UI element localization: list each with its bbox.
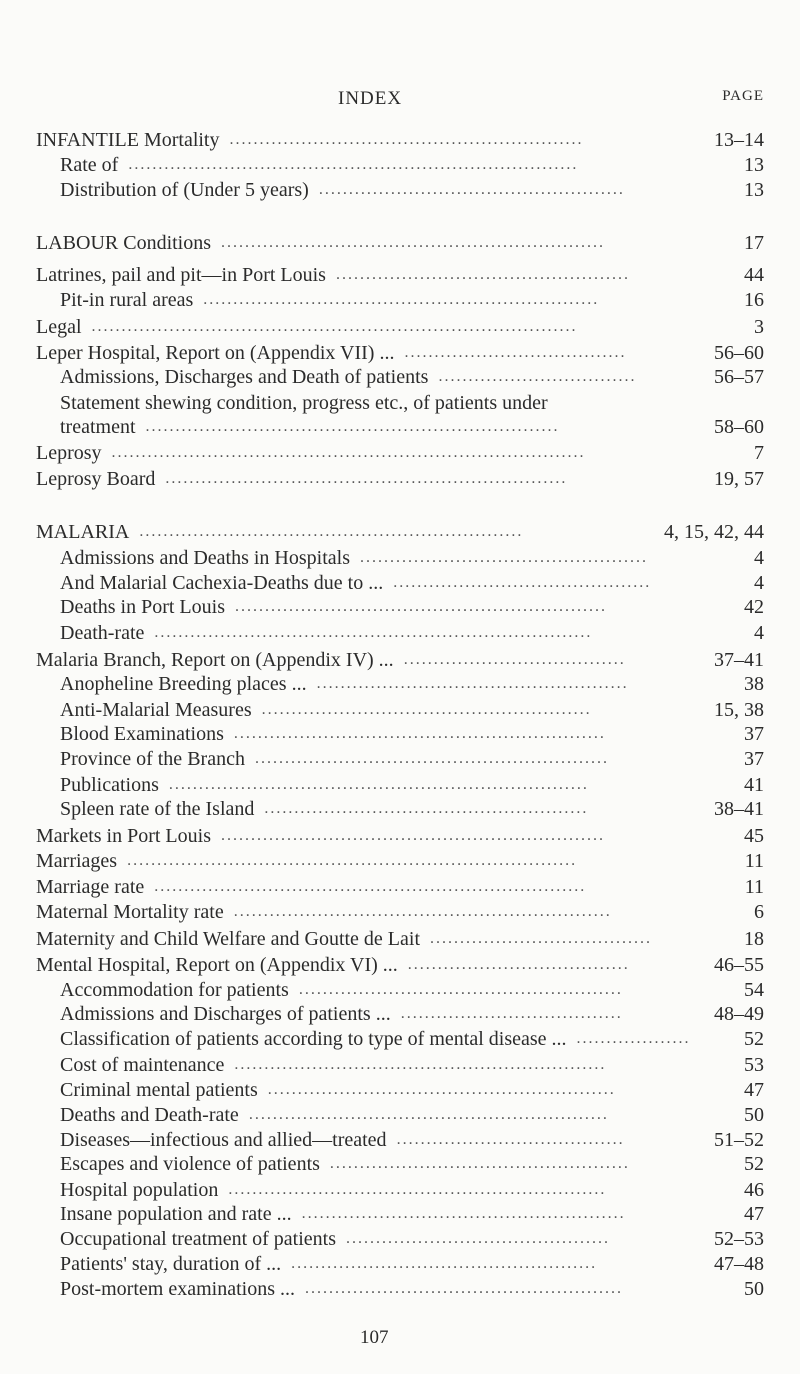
index-entry (0, 647, 800, 673)
entry-label: INFANTILE Mortality (36, 129, 220, 151)
index-entry (0, 977, 800, 1003)
leader-dots: ................................................................... (165, 470, 568, 487)
leader-dots: ................................................................................. (91, 318, 578, 335)
entry-label: Blood Examinations (60, 723, 224, 745)
index-entry (0, 262, 800, 288)
entry-label: Diseases—infectious and allied—treated (60, 1129, 387, 1151)
leader-dots: ........................................................... (229, 131, 584, 148)
entry-label: Rate of (60, 154, 119, 176)
index-entry (0, 874, 800, 900)
entry-label: Escapes and violence of patients (60, 1153, 320, 1175)
index-entry (0, 230, 800, 256)
index-entry (0, 1102, 800, 1128)
leader-dots: ...................................................... (301, 1205, 626, 1222)
entry-label: Maternity and Child Welfare and Goutte de Lait (36, 928, 421, 950)
leader-dots: ..................................... (403, 651, 626, 668)
entry-label: Marriage rate (36, 876, 145, 898)
entry-pages: 37 (744, 723, 764, 745)
entry-pages: 48–49 (714, 1003, 764, 1025)
index-entry (0, 952, 800, 978)
entry-label: Cost of maintenance (60, 1054, 225, 1076)
entry-label: Province of the Branch (60, 748, 245, 770)
entry-label: Patients' stay, duration of ... (60, 1253, 282, 1275)
entry-pages: 4 (754, 547, 764, 569)
entry-label: Criminal mental patients (60, 1079, 258, 1101)
entry-label: Hospital population (60, 1179, 219, 1201)
entry-label: Leprosy (36, 442, 102, 464)
leader-dots: ...................................... (396, 1131, 625, 1148)
leader-dots: ............................................................... (233, 903, 612, 920)
index-entry (0, 364, 800, 390)
index-entry (0, 848, 800, 874)
entry-pages: 46–55 (714, 954, 764, 976)
index-entry (0, 1276, 800, 1302)
entry-pages: 13 (744, 179, 764, 201)
index-header (0, 88, 800, 114)
index-entry (0, 823, 800, 849)
leader-dots: ..................................................................... (145, 418, 560, 435)
entry-label: Leprosy Board (36, 468, 156, 490)
entry-label: Admissions, Discharges and Death of patients (60, 366, 429, 388)
entry-pages: 52 (744, 1028, 764, 1050)
index-entry (0, 594, 800, 620)
index-entry (0, 152, 800, 178)
entry-label: Deaths in Port Louis (60, 596, 225, 618)
entry-pages: 50 (744, 1278, 764, 1300)
leader-dots: ................................................. (335, 266, 630, 283)
leader-dots: ....................................................... (261, 701, 592, 718)
entry-pages: 16 (744, 289, 764, 311)
index-entry (0, 1226, 800, 1252)
index-entry (0, 1077, 800, 1103)
entry-label: Latrines, pail and pit—in Port Louis (36, 264, 326, 286)
index-entry (0, 1151, 800, 1177)
entry-label: Death-rate (60, 622, 145, 644)
index-entry (0, 671, 800, 697)
entry-pages: 11 (744, 876, 764, 898)
leader-dots: ............................................................... (228, 1181, 607, 1198)
leader-dots: ..................................... (430, 930, 653, 947)
entry-label: Mental Hospital, Report on (Appendix VI) ... (36, 954, 398, 976)
index-entry (0, 177, 800, 203)
entry-pages: 37–41 (714, 649, 764, 671)
index-entry (0, 440, 800, 466)
entry-label: Admissions and Discharges of patients ... (60, 1003, 391, 1025)
page-number: 107 (360, 1327, 389, 1348)
index-entry (0, 414, 800, 440)
entry-label: Post-mortem examinations ... (60, 1278, 295, 1300)
entry-pages: 15, 38 (714, 699, 764, 721)
leader-dots: .............................................................. (234, 1056, 607, 1073)
entry-label: Deaths and Death-rate (60, 1104, 239, 1126)
index-entry (0, 1001, 800, 1027)
entry-label: Classification of patients according to type of mental disease ... (60, 1028, 567, 1050)
entry-pages: 37 (744, 748, 764, 770)
entry-label: treatment (60, 416, 136, 438)
leader-dots: ...................................................... (298, 981, 623, 998)
entry-label: Insane population and rate ... (60, 1203, 292, 1225)
index-entry (0, 796, 800, 822)
index-entry (0, 1177, 800, 1203)
index-entry (0, 287, 800, 313)
index-entry (0, 340, 800, 366)
leader-dots: .............................................................. (233, 725, 606, 742)
entry-label: Accommodation for patients (60, 979, 289, 1001)
index-entry (0, 466, 800, 492)
leader-dots: ..................................... (404, 344, 627, 361)
leader-dots: ................................................... (318, 181, 625, 198)
entry-pages: 53 (744, 1054, 764, 1076)
entry-pages: 50 (744, 1104, 764, 1126)
entry-pages: 51–52 (714, 1129, 764, 1151)
entry-label: Markets in Port Louis (36, 825, 211, 847)
leader-dots: ......................................................................... (154, 624, 593, 641)
entry-pages: 42 (744, 596, 764, 618)
entry-label: Malaria Branch, Report on (Appendix IV) ... (36, 649, 394, 671)
leader-dots: .......................................................... (267, 1081, 616, 1098)
index-entry (0, 570, 800, 596)
entry-pages: 11 (744, 850, 764, 872)
index-entry (0, 1052, 800, 1078)
index-entry (0, 1201, 800, 1227)
entry-label: Admissions and Deaths in Hospitals (60, 547, 350, 569)
leader-dots: .............................................................. (235, 598, 607, 615)
entry-pages: 4 (754, 572, 764, 594)
entry-label: Anti-Malarial Measures (60, 699, 252, 721)
index-entry (0, 697, 800, 723)
leader-dots: ............................................................................... (111, 444, 586, 461)
entry-label: Leper Hospital, Report on (Appendix VII) ... (36, 342, 395, 364)
index-entry (0, 127, 800, 153)
entry-pages: 19, 57 (714, 468, 764, 490)
leader-dots: ........................................... (393, 574, 652, 591)
leader-dots: ................................................................ (139, 523, 524, 540)
leader-dots: ...................................................................... (168, 776, 589, 793)
entry-pages: 6 (754, 901, 764, 923)
entry-pages: 41 (744, 774, 764, 796)
entry-label: And Malarial Cachexia-Deaths due to ... (60, 572, 384, 594)
leader-dots: ................... (576, 1030, 691, 1047)
leader-dots: ................................................................ (221, 827, 605, 844)
leader-dots: ..................................... (400, 1005, 623, 1022)
leader-dots: .................................................... (316, 675, 629, 692)
entry-label: Publications (60, 774, 159, 796)
index-entry (0, 314, 800, 340)
entry-label: Legal (36, 316, 82, 338)
entry-label: Pit-in rural areas (60, 289, 194, 311)
index-entry (0, 772, 800, 798)
entry-pages: 44 (744, 264, 764, 286)
entry-pages: 4 (754, 622, 764, 644)
index-entry (0, 721, 800, 747)
leader-dots: ...................................................... (264, 800, 589, 817)
entry-pages: 56–57 (714, 366, 764, 388)
page-column-header: PAGE (722, 88, 764, 104)
leader-dots: ........................................................... (254, 750, 609, 767)
entry-label: Maternal Mortality rate (36, 901, 224, 923)
leader-dots: ........................................................................ (154, 878, 587, 895)
entry-pages: 18 (744, 928, 764, 950)
leader-dots: ................................................................ (221, 234, 606, 251)
index-entry (0, 545, 800, 571)
leader-dots: ............................................................ (248, 1106, 609, 1123)
entry-pages: 45 (744, 825, 764, 847)
entry-pages: 13 (744, 154, 764, 176)
entry-label: MALARIA (36, 521, 130, 543)
index-entry (0, 1127, 800, 1153)
index-entry (0, 519, 800, 545)
leader-dots: .................................................................. (203, 291, 600, 308)
entry-label: Marriages (36, 850, 118, 872)
leader-dots: ..................................................... (304, 1280, 623, 1297)
leader-dots: ................................................... (291, 1255, 598, 1272)
index-entry (0, 620, 800, 646)
entry-label: Occupational treatment of patients (60, 1228, 337, 1250)
entry-pages: 52 (744, 1153, 764, 1175)
entry-pages: 38–41 (714, 798, 764, 820)
index-entry (0, 899, 800, 925)
leader-dots: ............................................ (346, 1230, 611, 1247)
index-entry (0, 926, 800, 952)
entry-pages: 47 (744, 1203, 764, 1225)
index-entry (0, 1251, 800, 1277)
entry-pages: 38 (744, 673, 764, 695)
index-entry (0, 390, 800, 416)
entry-pages: 17 (744, 232, 764, 254)
page-title: INDEX (338, 88, 403, 109)
entry-label: Anopheline Breeding places ... (60, 673, 307, 695)
entry-label: Distribution of (Under 5 years) (60, 179, 309, 201)
leader-dots: ................................. (438, 368, 637, 385)
entry-label: Spleen rate of the Island (60, 798, 255, 820)
leader-dots: ................................................ (360, 549, 648, 566)
leader-dots: ........................................................................... (128, 156, 579, 173)
entry-pages: 54 (744, 979, 764, 1001)
entry-pages: 3 (754, 316, 764, 338)
entry-pages: 47 (744, 1079, 764, 1101)
entry-pages: 46 (744, 1179, 764, 1201)
entry-pages: 52–53 (714, 1228, 764, 1250)
entry-pages: 4, 15, 42, 44 (664, 521, 764, 543)
leader-dots: ..................................... (407, 956, 630, 973)
entry-pages: 13–14 (714, 129, 764, 151)
entry-label: LABOUR Conditions (36, 232, 212, 254)
index-entry (0, 746, 800, 772)
leader-dots: .................................................. (329, 1155, 630, 1172)
entry-pages: 47–48 (714, 1253, 764, 1275)
entry-pages: 58–60 (714, 416, 764, 438)
leader-dots: ........................................................................... (127, 852, 578, 869)
entry-pages: 56–60 (714, 342, 764, 364)
entry-pages: 7 (754, 442, 764, 464)
entry-label: Statement shewing condition, progress etc., of patients under (60, 392, 548, 414)
index-entry (0, 1026, 800, 1052)
